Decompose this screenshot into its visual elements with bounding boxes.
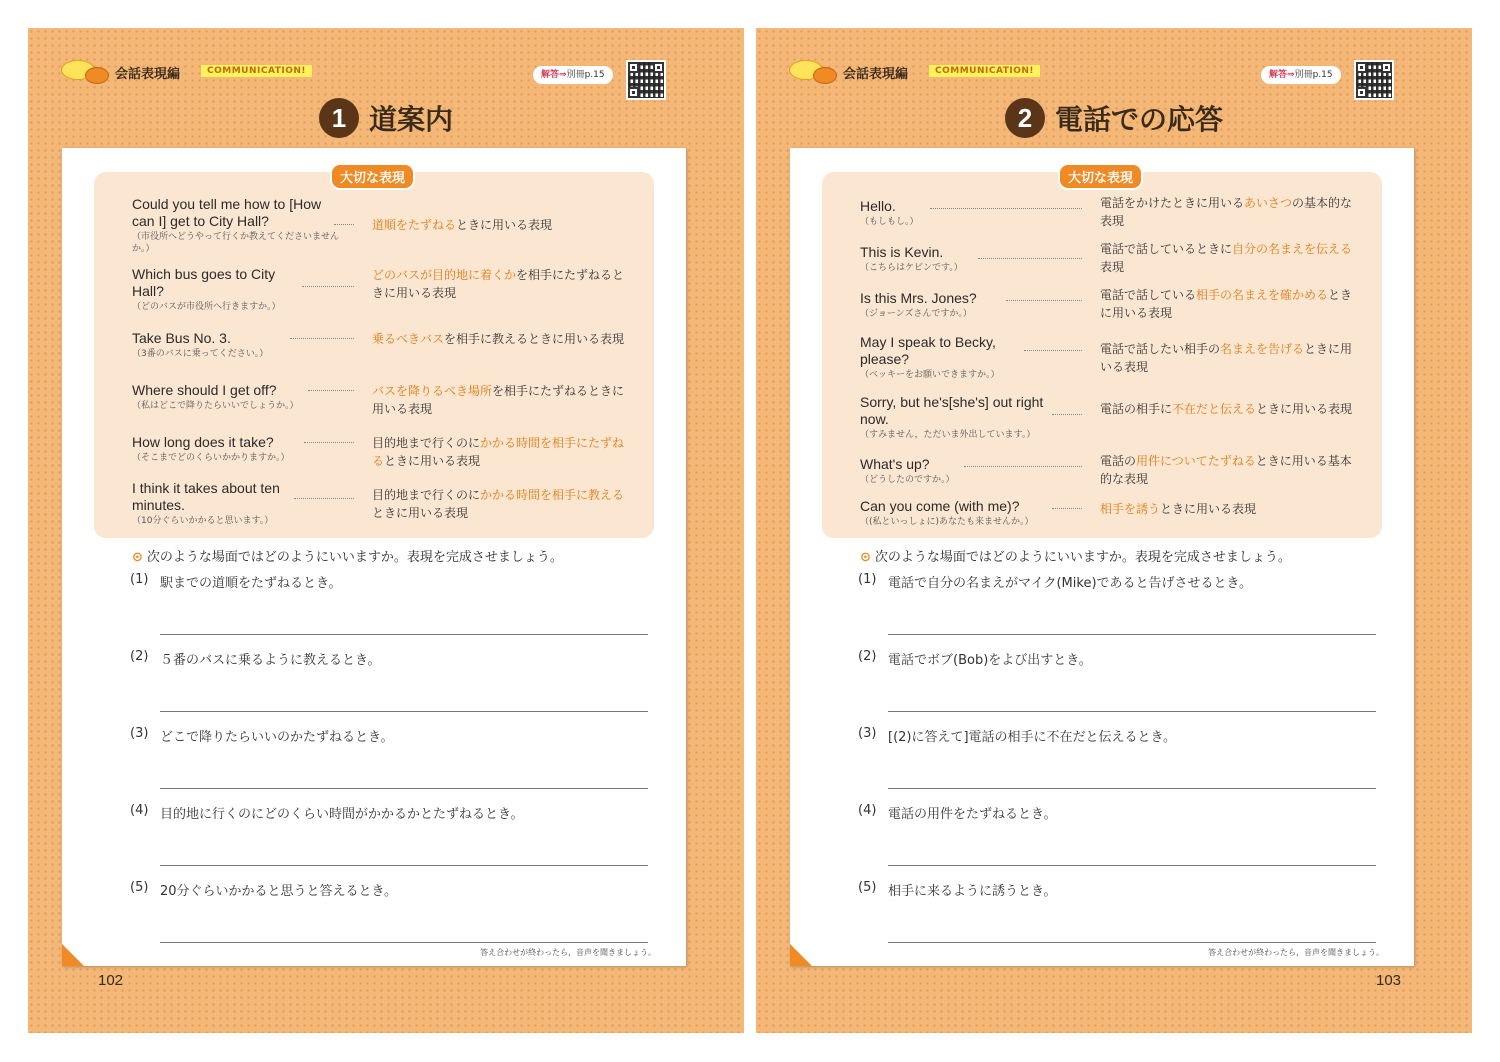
- lesson-number: 1: [319, 98, 359, 138]
- section-title: 会話表現編: [843, 67, 909, 82]
- target-icon: ⊙: [860, 550, 871, 565]
- answer-line[interactable]: [160, 788, 648, 789]
- answer-line[interactable]: [160, 634, 648, 635]
- expression-row: Could you tell me how to [How can I] get to City Hall? （市役所へどうやって行くか教えてくださいませんか。） 道順をたずねるときに用いる表現: [132, 196, 553, 254]
- expression-row: I think it takes about ten minutes. （10分ぐらいかかると思います。） 目的地まで行くのにかかる時間を相手に教えるときに用いる表現: [132, 480, 625, 526]
- expression-row: How long does it take? （そこまでどのくらいかかりますか。） 目的地まで行くのにかかる時間を相手にたずねるときに用いる表現: [132, 434, 625, 468]
- expression-row: Which bus goes to City Hall? （どのバスが市役所へ行きますか。） どのバスが目的地に着くかを相手にたずねるときに用いる表現: [132, 266, 625, 312]
- page-fold-corner: [790, 944, 812, 966]
- answer-line[interactable]: [888, 634, 1376, 635]
- page-102: [28, 28, 744, 1033]
- expression-row: Where should I get off? （私はどこで降りたらいいでしょうか。） バスを降りるべき場所を相手にたずねるときに用いる表現: [132, 382, 625, 416]
- qr-code[interactable]: [626, 60, 666, 100]
- section-title: 会話表現編: [115, 67, 181, 82]
- expression-row: Can you come (with me)? （(私といっしょに)あなたも来ませんか。） 相手を誘うときに用いる表現: [860, 498, 1257, 527]
- page-103: [756, 28, 1472, 1033]
- page-number: 103: [1376, 972, 1402, 989]
- expression-row: Sorry, but he's[she's] out right now. （すみません，ただいま外出しています。） 電話の相手に不在だと伝えるときに用いる表現: [860, 394, 1353, 440]
- important-expressions-box: [822, 172, 1382, 538]
- expression-row: Take Bus No. 3. （3番のバスに乗ってください。） 乗るべきバスを相手に教えるときに用いる表現: [132, 330, 625, 359]
- expression-row: Hello. （もしもし。） 電話をかけたときに用いるあいさつの基本的な表現: [860, 196, 1353, 228]
- answer-line[interactable]: [160, 942, 648, 943]
- target-icon: ⊙: [132, 550, 143, 565]
- lesson-heading: [28, 98, 744, 142]
- expression-row: This is Kevin. （こちらはケビンです。） 電話で話しているときに自分の名まえを伝える表現: [860, 242, 1353, 274]
- lesson-heading: [756, 98, 1472, 142]
- answer-line[interactable]: [160, 711, 648, 712]
- important-expressions-label: 大切な表現: [330, 163, 415, 190]
- answer-line[interactable]: [888, 865, 1376, 866]
- answer-line[interactable]: [888, 711, 1376, 712]
- section-title-en: COMMUNICATION!: [201, 65, 312, 77]
- footnote: 答え合わせが終わったら，音声を聞きましょう。: [480, 948, 656, 957]
- page-number: 102: [98, 972, 124, 989]
- answer-line[interactable]: [888, 942, 1376, 943]
- task-heading: ⊙ 次のような場面ではどのようにいいますか。表現を完成させましょう。: [860, 550, 1291, 565]
- expression-row: May I speak to Becky, please? （ベッキーをお願いできますか。） 電話で話したい相手の名まえを告げるときに用いる表現: [860, 334, 1353, 380]
- important-expressions-label: 大切な表現: [1058, 163, 1143, 190]
- answer-line[interactable]: [888, 788, 1376, 789]
- lesson-number: 2: [1005, 98, 1045, 138]
- answer-line[interactable]: [160, 865, 648, 866]
- worksheet: 大切な表現 Hello. （もしもし。） 電話をかけたときに用いるあいさつの基本的な表現 This is Kevin. （こちらはケビンです。） 電話で話しているときに自分の名まえを伝える表現 Is this Mrs. Jones? （ジョーンズさんですか。） 電話で話している相手の名まえを確かめるときに用いる表現 May I speak to Becky, please? （ベッキーをお願いできますか。） 電話で話したい相手の名まえを告げるときに用いる表現 Sorry, but he's[she's] out right now. （すみません，ただいま外出しています。） 電話の相手に不在だと伝えるときに用いる表現 What's up? （どうしたのですか。） 電話の用件についてたずねるときに用いる基本的な表現 Can you come (with me)? （(私といっしょに)あなたも来ませんか。） 相手を誘うときに用いる表現 ⊙ 次のような場面ではどのようにいいますか。表現を完成させましょう。 (1) 電話で自分の名まえがマイク(Mike)であると告げさせるとき。 (2) 電話でボブ(Bob)をよび出すとき。 (3) [(2)に答えて]電話の相手に不在だと伝えるとき。 (4) 電話の用件をたずねるとき。 (5) 相手に来るように誘うとき。 答え合わせが終わったら，音声を聞きましょう。: [790, 148, 1414, 966]
- worksheet: 大切な表現 Could you tell me how to [How can I] get to City Hall? （市役所へどうやって行くか教えてくださいませんか。） 道順をたずねるときに用いる表現 Which bus goes to City Hall? （どのバスが市役所へ行きますか。） どのバスが目的地に着くかを相手にたずねるときに用いる表現 Take Bus No. 3. （3番のバスに乗ってください。） 乗るべきバスを相手に教えるときに用いる表現 Where should I get off? （私はどこで降りたらいいでしょうか。） バスを降りるべき場所を相手にたずねるときに用いる表現 How long does it take? （そこまでどのくらいかかりますか。） 目的地まで行くのにかかる時間を相手にたずねるときに用いる表現 I think it takes about ten minutes. （10分ぐらいかかると思います。） 目的地まで行くのにかかる時間を相手に教えるときに用いる表現 ⊙ 次のような場面ではどのようにいいますか。表現を完成させましょう。 (1) 駅までの道順をたずねるとき。 (2) ５番のバスに乗るように教えるとき。 (3) どこで降りたらいいのかたずねるとき。 (4) 目的地に行くのにどのくらい時間がかかるかとたずねるとき。 (5) 20分ぐらいかかると思うと答えるとき。 答え合わせが終わったら，音声を聞きましょう。: [62, 148, 686, 966]
- lesson-title: 電話での応答: [1054, 103, 1223, 136]
- important-expressions-box: [94, 172, 654, 538]
- section-title-en: COMMUNICATION!: [929, 65, 1040, 77]
- task-heading: ⊙ 次のような場面ではどのようにいいますか。表現を完成させましょう。: [132, 550, 563, 565]
- footnote: 答え合わせが終わったら，音声を聞きましょう。: [1208, 948, 1384, 957]
- qr-code[interactable]: [1354, 60, 1394, 100]
- speech-bubble-icon: [85, 67, 109, 84]
- page-fold-corner: [62, 944, 84, 966]
- lesson-title: 道案内: [368, 103, 453, 136]
- answer-reference: 解答⇒別冊p.15: [533, 66, 613, 84]
- answer-reference: 解答⇒別冊p.15: [1261, 66, 1341, 84]
- expression-row: Is this Mrs. Jones? （ジョーンズさんですか。） 電話で話している相手の名まえを確かめるときに用いる表現: [860, 288, 1353, 320]
- speech-bubble-icon: [813, 67, 837, 84]
- expression-row: What's up? （どうしたのですか。） 電話の用件についてたずねるときに用いる基本的な表現: [860, 454, 1352, 486]
